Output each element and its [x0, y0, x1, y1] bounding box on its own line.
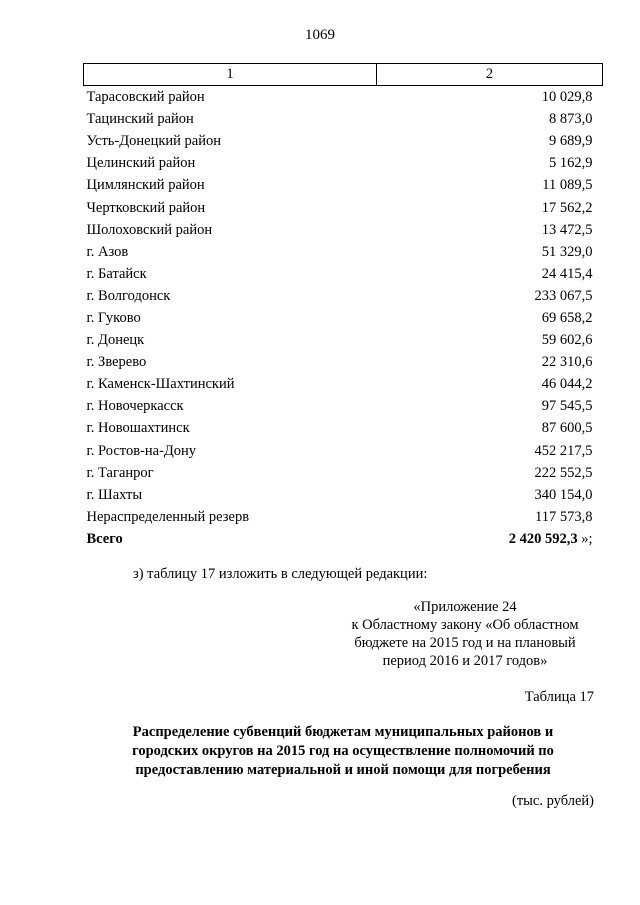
row-name: Чертковский район	[86, 199, 206, 216]
row-value: 24 415,4	[541, 265, 593, 282]
row-value: 233 067,5	[534, 287, 593, 304]
row-value: 13 472,5	[541, 221, 593, 238]
table-row	[84, 395, 603, 417]
table-row	[84, 506, 603, 528]
appendix-line: к Областному закону «Об областном	[351, 617, 579, 633]
table-row	[84, 219, 603, 241]
page-number: 1069	[305, 27, 335, 43]
total-value-cell	[377, 528, 603, 550]
row-value: 97 545,5	[541, 398, 593, 415]
table-row	[84, 108, 603, 130]
row-name: г. Шахты	[86, 486, 143, 503]
row-name: г. Новошахтинск	[86, 420, 190, 437]
row-name: Цимлянский район	[86, 177, 205, 194]
column-header-2: 2	[377, 64, 603, 86]
row-value: 452 217,5	[534, 442, 593, 459]
total-suffix: »;	[577, 530, 593, 547]
row-value: 22 310,6	[541, 354, 593, 371]
amendment-instruction: з) таблицу 17 изложить в следующей редакции:	[133, 566, 428, 582]
table-row	[84, 351, 603, 373]
appendix-line: период 2016 и 2017 годов»	[382, 653, 548, 669]
table-row	[84, 307, 603, 329]
table-row	[84, 329, 603, 351]
row-name: г. Гуково	[86, 309, 141, 326]
row-value: 340 154,0	[534, 486, 593, 503]
row-value: 9 689,9	[549, 133, 593, 150]
total-value: 2 420 592,3	[508, 530, 578, 547]
row-name: г. Каменск-Шахтинский	[86, 376, 235, 393]
table-row	[84, 285, 603, 307]
table-row	[84, 152, 603, 174]
table-title	[83, 723, 603, 780]
title-line: предоставлению материальной и иной помощи для погребения	[135, 762, 551, 778]
row-value: 17 562,2	[541, 199, 593, 216]
table-row	[84, 86, 603, 109]
total-label: Всего	[86, 530, 123, 547]
table-row	[84, 462, 603, 484]
row-value: 8 873,0	[549, 111, 593, 128]
table-row	[84, 241, 603, 263]
row-value: 10 029,8	[541, 89, 593, 106]
row-value: 5 162,9	[549, 155, 593, 172]
appendix-heading	[336, 598, 594, 670]
row-value: 59 602,6	[541, 332, 593, 349]
row-name: г. Донецк	[86, 332, 145, 349]
table-header-row	[84, 64, 603, 86]
row-value: 117 573,8	[535, 508, 593, 525]
table-label: Таблица 17	[524, 689, 594, 705]
row-name: г. Волгодонск	[86, 287, 171, 304]
column-header-1: 1	[84, 64, 377, 86]
row-value: 11 089,5	[542, 177, 593, 194]
table-row	[84, 484, 603, 506]
title-line: Распределение субвенций бюджетам муниципальных районов и	[132, 724, 554, 740]
row-name: г. Батайск	[86, 265, 147, 282]
row-name: Нераспределенный резерв	[86, 508, 250, 525]
row-name: Шолоховский район	[86, 221, 213, 238]
table-row	[84, 130, 603, 152]
appendix-line: бюджете на 2015 год и на плановый	[354, 635, 576, 651]
title-line: городских округов на 2015 год на осуществление полномочий по	[132, 743, 554, 759]
units-label: (тыс. рублей)	[512, 793, 594, 809]
row-name: г. Таганрог	[86, 464, 154, 481]
appendix-line: «Приложение 24	[413, 599, 517, 615]
row-value: 51 329,0	[541, 243, 593, 260]
row-value: 46 044,2	[541, 376, 593, 393]
subvention-table	[83, 63, 603, 550]
row-name: г. Азов	[86, 243, 129, 260]
table-row	[84, 440, 603, 462]
row-value: 87 600,5	[541, 420, 593, 437]
total-row	[84, 528, 603, 550]
table-row	[84, 417, 603, 439]
row-name: Целинский район	[86, 155, 196, 172]
row-name: г. Ростов-на-Дону	[86, 442, 197, 459]
row-name: Тацинский район	[86, 111, 194, 128]
table-row	[84, 373, 603, 395]
row-value: 69 658,2	[541, 309, 593, 326]
row-name: г. Новочеркасск	[86, 398, 184, 415]
row-value: 222 552,5	[534, 464, 593, 481]
row-name: Тарасовский район	[86, 89, 205, 106]
table-row	[84, 174, 603, 196]
row-name: г. Зверево	[86, 354, 147, 371]
table-row	[84, 263, 603, 285]
table-row	[84, 196, 603, 218]
row-name: Усть-Донецкий район	[86, 133, 221, 150]
